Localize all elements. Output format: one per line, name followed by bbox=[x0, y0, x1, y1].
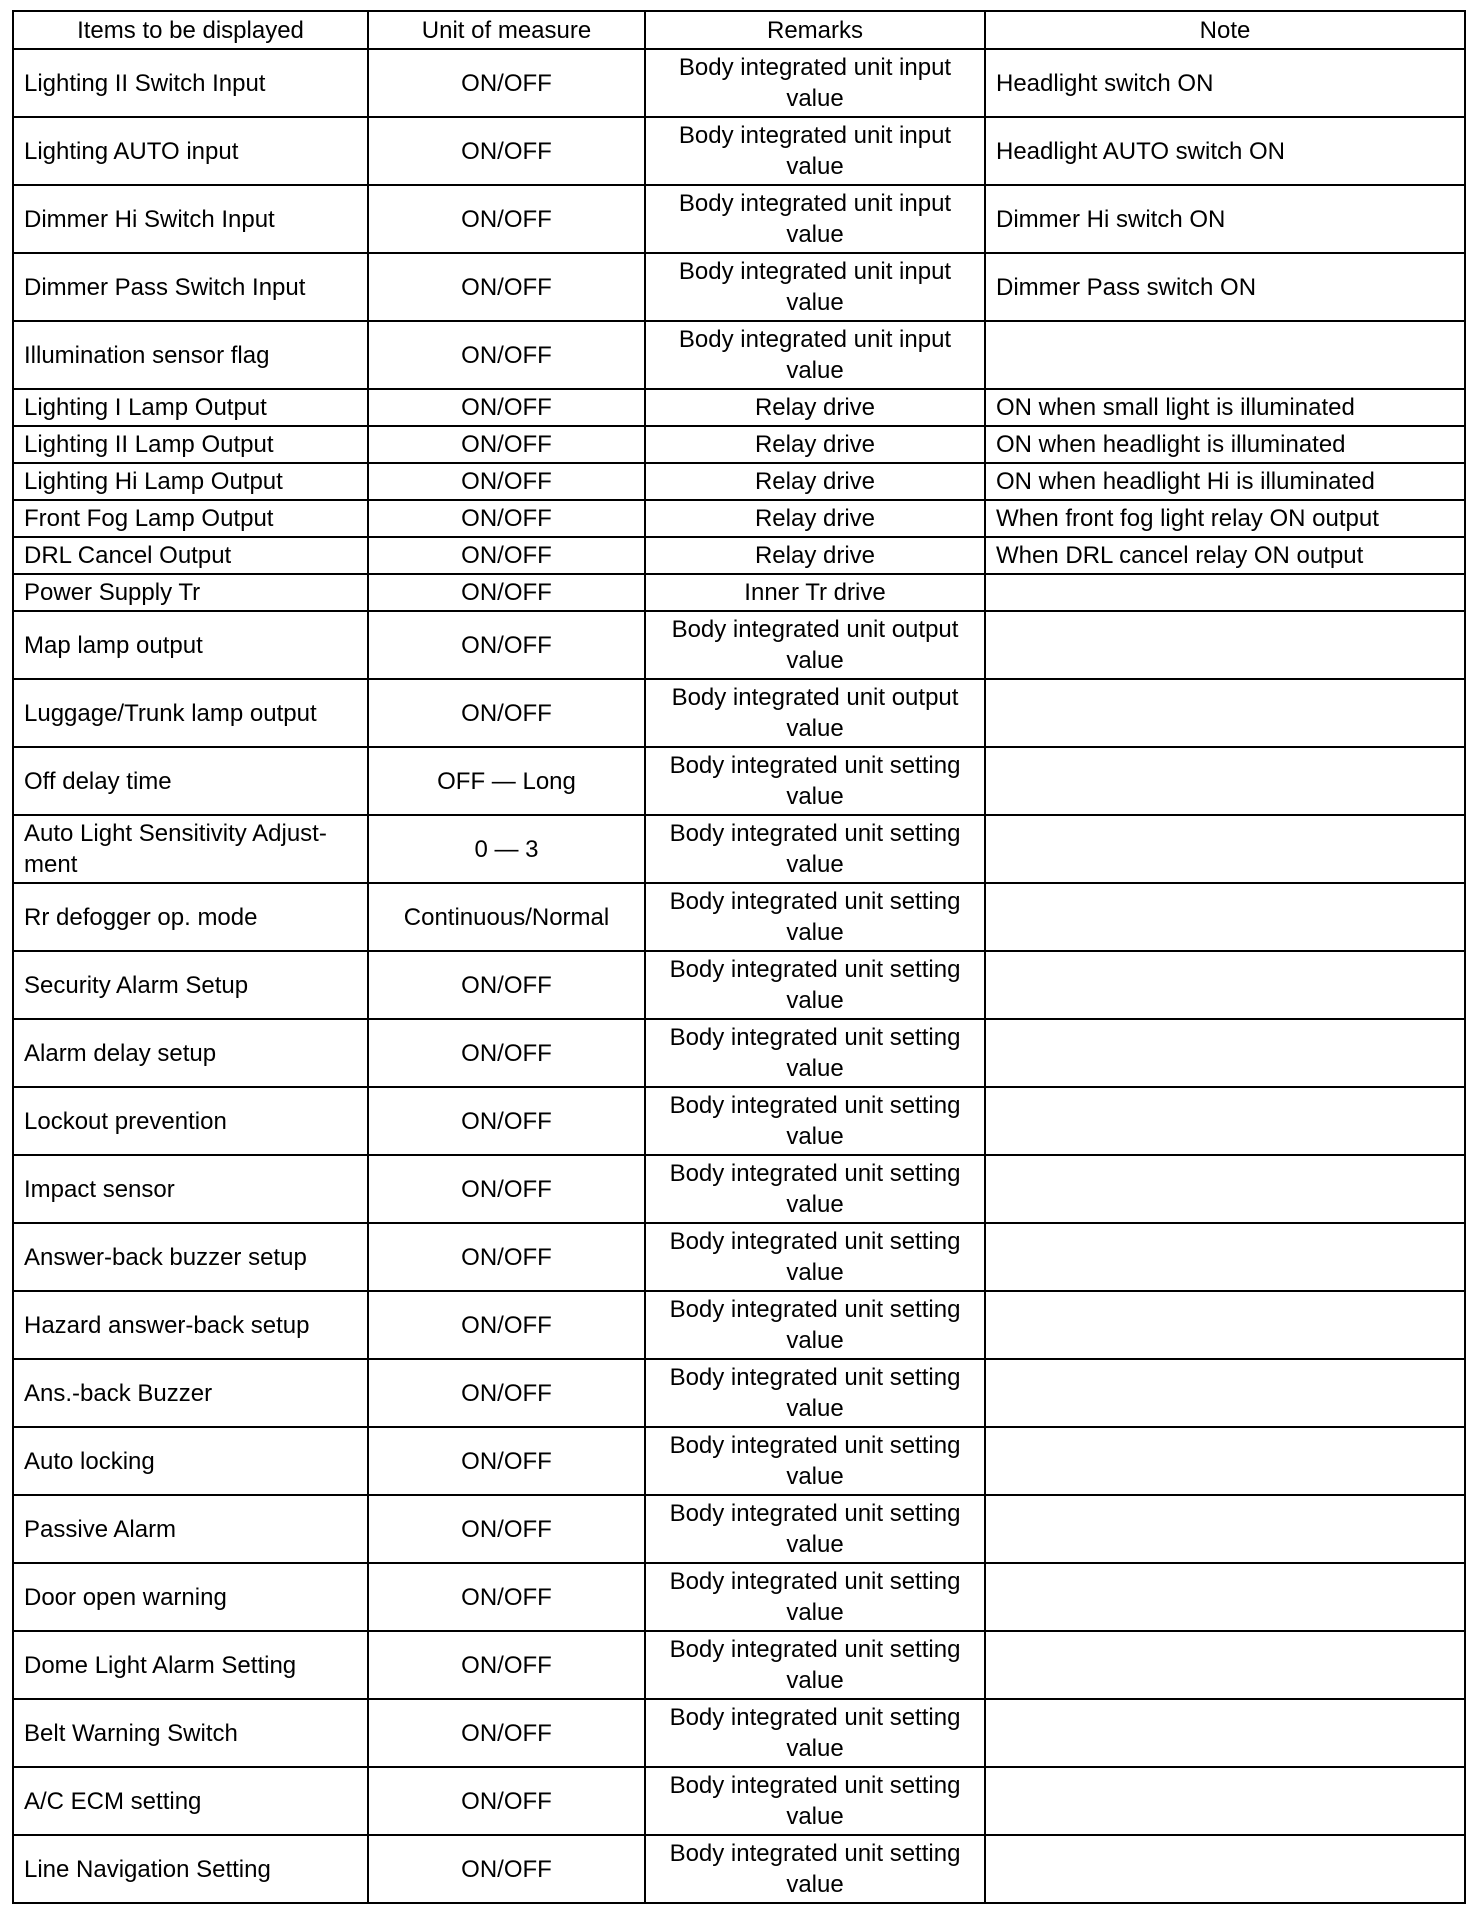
note-cell: When DRL cancel relay ON output bbox=[985, 537, 1465, 574]
unit-cell: OFF — Long bbox=[368, 747, 645, 815]
table-header-row bbox=[13, 11, 1465, 49]
note-cell bbox=[985, 574, 1465, 611]
table-row bbox=[13, 426, 1465, 463]
note-cell bbox=[985, 679, 1465, 747]
remarks-cell: Body integrated unit setting value bbox=[645, 747, 985, 815]
item-cell: Lighting II Switch Input bbox=[13, 49, 368, 117]
table-row bbox=[13, 463, 1465, 500]
table-row bbox=[13, 951, 1465, 1019]
item-cell: Lighting II Lamp Output bbox=[13, 426, 368, 463]
unit-cell: ON/OFF bbox=[368, 321, 645, 389]
note-cell bbox=[985, 747, 1465, 815]
unit-cell: ON/OFF bbox=[368, 574, 645, 611]
data-monitor-table bbox=[12, 10, 1466, 1904]
unit-cell: ON/OFF bbox=[368, 1631, 645, 1699]
remarks-cell: Body integrated unit setting value bbox=[645, 883, 985, 951]
table-row bbox=[13, 1359, 1465, 1427]
remarks-cell: Body integrated unit setting value bbox=[645, 1835, 985, 1903]
table-row bbox=[13, 537, 1465, 574]
remarks-cell: Body integrated unit setting value bbox=[645, 1087, 985, 1155]
note-cell bbox=[985, 1155, 1465, 1223]
note-cell bbox=[985, 611, 1465, 679]
remarks-cell: Body integrated unit setting value bbox=[645, 1563, 985, 1631]
item-cell: Lighting AUTO input bbox=[13, 117, 368, 185]
table-row bbox=[13, 611, 1465, 679]
unit-cell: ON/OFF bbox=[368, 951, 645, 1019]
unit-cell: ON/OFF bbox=[368, 1019, 645, 1087]
table-row bbox=[13, 1767, 1465, 1835]
table-row bbox=[13, 500, 1465, 537]
table-row bbox=[13, 185, 1465, 253]
unit-cell: ON/OFF bbox=[368, 426, 645, 463]
table-row bbox=[13, 1019, 1465, 1087]
unit-cell: ON/OFF bbox=[368, 500, 645, 537]
item-cell: Power Supply Tr bbox=[13, 574, 368, 611]
unit-cell: ON/OFF bbox=[368, 185, 645, 253]
item-cell: Off delay time bbox=[13, 747, 368, 815]
item-cell: Line Navigation Setting bbox=[13, 1835, 368, 1903]
remarks-cell: Body integrated unit setting value bbox=[645, 1631, 985, 1699]
item-cell: Impact sensor bbox=[13, 1155, 368, 1223]
note-cell bbox=[985, 951, 1465, 1019]
remarks-cell: Body integrated unit setting value bbox=[645, 1699, 985, 1767]
unit-cell: ON/OFF bbox=[368, 1767, 645, 1835]
table-row bbox=[13, 679, 1465, 747]
remarks-cell: Body integrated unit setting value bbox=[645, 951, 985, 1019]
table-row bbox=[13, 574, 1465, 611]
unit-cell: ON/OFF bbox=[368, 1087, 645, 1155]
unit-cell: ON/OFF bbox=[368, 1223, 645, 1291]
item-cell: Luggage/Trunk lamp output bbox=[13, 679, 368, 747]
document-page bbox=[12, 10, 1464, 1904]
table-row bbox=[13, 1631, 1465, 1699]
unit-cell: ON/OFF bbox=[368, 1563, 645, 1631]
remarks-cell: Inner Tr drive bbox=[645, 574, 985, 611]
remarks-cell: Body integrated unit setting value bbox=[645, 1427, 985, 1495]
item-cell: Auto locking bbox=[13, 1427, 368, 1495]
item-cell: Alarm delay setup bbox=[13, 1019, 368, 1087]
table-row bbox=[13, 1563, 1465, 1631]
remarks-cell: Relay drive bbox=[645, 426, 985, 463]
table-row bbox=[13, 1699, 1465, 1767]
item-cell: Door open warning bbox=[13, 1563, 368, 1631]
header-remarks: Remarks bbox=[645, 11, 985, 49]
header-items: Items to be displayed bbox=[13, 11, 368, 49]
unit-cell: ON/OFF bbox=[368, 1155, 645, 1223]
unit-cell: ON/OFF bbox=[368, 463, 645, 500]
note-cell: Headlight AUTO switch ON bbox=[985, 117, 1465, 185]
unit-cell: ON/OFF bbox=[368, 49, 645, 117]
item-cell: Ans.-back Buzzer bbox=[13, 1359, 368, 1427]
unit-cell: ON/OFF bbox=[368, 1495, 645, 1563]
unit-cell: ON/OFF bbox=[368, 1699, 645, 1767]
unit-cell: ON/OFF bbox=[368, 1427, 645, 1495]
unit-cell: ON/OFF bbox=[368, 679, 645, 747]
table-row bbox=[13, 1223, 1465, 1291]
note-cell bbox=[985, 1291, 1465, 1359]
item-cell: Passive Alarm bbox=[13, 1495, 368, 1563]
item-cell: Dome Light Alarm Setting bbox=[13, 1631, 368, 1699]
item-cell: Hazard answer-back setup bbox=[13, 1291, 368, 1359]
table-row bbox=[13, 815, 1465, 883]
remarks-cell: Body integrated unit setting value bbox=[645, 1495, 985, 1563]
item-cell: Lighting I Lamp Output bbox=[13, 389, 368, 426]
unit-cell: ON/OFF bbox=[368, 117, 645, 185]
remarks-cell: Body integrated unit setting value bbox=[645, 815, 985, 883]
item-cell: Map lamp output bbox=[13, 611, 368, 679]
item-cell: Answer-back buzzer setup bbox=[13, 1223, 368, 1291]
remarks-cell: Body integrated unit setting value bbox=[645, 1359, 985, 1427]
remarks-cell: Body integrated unit input value bbox=[645, 321, 985, 389]
note-cell bbox=[985, 1563, 1465, 1631]
note-cell bbox=[985, 321, 1465, 389]
remarks-cell: Body integrated unit setting value bbox=[645, 1767, 985, 1835]
note-cell: ON when headlight is illuminated bbox=[985, 426, 1465, 463]
remarks-cell: Relay drive bbox=[645, 463, 985, 500]
remarks-cell: Body integrated unit setting value bbox=[645, 1291, 985, 1359]
header-note: Note bbox=[985, 11, 1465, 49]
note-cell bbox=[985, 1087, 1465, 1155]
item-cell: Dimmer Pass Switch Input bbox=[13, 253, 368, 321]
table-row bbox=[13, 1155, 1465, 1223]
unit-cell: ON/OFF bbox=[368, 537, 645, 574]
note-cell bbox=[985, 1359, 1465, 1427]
item-cell: Dimmer Hi Switch Input bbox=[13, 185, 368, 253]
note-cell bbox=[985, 1631, 1465, 1699]
table-row bbox=[13, 117, 1465, 185]
table-body bbox=[13, 49, 1465, 1903]
note-cell bbox=[985, 1699, 1465, 1767]
table-row bbox=[13, 1427, 1465, 1495]
item-cell: Lockout prevention bbox=[13, 1087, 368, 1155]
remarks-cell: Relay drive bbox=[645, 537, 985, 574]
note-cell bbox=[985, 1495, 1465, 1563]
table-row bbox=[13, 1495, 1465, 1563]
item-cell: Lighting Hi Lamp Output bbox=[13, 463, 368, 500]
unit-cell: Continuous/Normal bbox=[368, 883, 645, 951]
item-cell: Front Fog Lamp Output bbox=[13, 500, 368, 537]
remarks-cell: Body integrated unit output value bbox=[645, 679, 985, 747]
remarks-cell: Relay drive bbox=[645, 500, 985, 537]
note-cell: ON when small light is illuminated bbox=[985, 389, 1465, 426]
unit-cell: ON/OFF bbox=[368, 1291, 645, 1359]
note-cell: Headlight switch ON bbox=[985, 49, 1465, 117]
note-cell: Dimmer Hi switch ON bbox=[985, 185, 1465, 253]
remarks-cell: Body integrated unit input value bbox=[645, 185, 985, 253]
remarks-cell: Body integrated unit input value bbox=[645, 49, 985, 117]
remarks-cell: Body integrated unit setting value bbox=[645, 1019, 985, 1087]
unit-cell: ON/OFF bbox=[368, 253, 645, 321]
note-cell bbox=[985, 1427, 1465, 1495]
table-row bbox=[13, 321, 1465, 389]
item-cell: Auto Light Sensitivity Adjust-ment bbox=[13, 815, 368, 883]
note-cell bbox=[985, 1019, 1465, 1087]
note-cell: When front fog light relay ON output bbox=[985, 500, 1465, 537]
item-cell: DRL Cancel Output bbox=[13, 537, 368, 574]
unit-cell: ON/OFF bbox=[368, 389, 645, 426]
table-row bbox=[13, 49, 1465, 117]
item-cell: Illumination sensor flag bbox=[13, 321, 368, 389]
note-cell bbox=[985, 883, 1465, 951]
unit-cell: ON/OFF bbox=[368, 611, 645, 679]
remarks-cell: Body integrated unit input value bbox=[645, 253, 985, 321]
unit-cell: ON/OFF bbox=[368, 1359, 645, 1427]
note-cell bbox=[985, 1767, 1465, 1835]
item-cell: A/C ECM setting bbox=[13, 1767, 368, 1835]
note-cell: ON when headlight Hi is illuminated bbox=[985, 463, 1465, 500]
item-cell: Security Alarm Setup bbox=[13, 951, 368, 1019]
note-cell bbox=[985, 1835, 1465, 1903]
remarks-cell: Relay drive bbox=[645, 389, 985, 426]
table-row bbox=[13, 747, 1465, 815]
unit-cell: ON/OFF bbox=[368, 1835, 645, 1903]
unit-cell: 0 — 3 bbox=[368, 815, 645, 883]
remarks-cell: Body integrated unit setting value bbox=[645, 1155, 985, 1223]
table-row bbox=[13, 883, 1465, 951]
remarks-cell: Body integrated unit setting value bbox=[645, 1223, 985, 1291]
table-row bbox=[13, 1087, 1465, 1155]
table-row bbox=[13, 389, 1465, 426]
item-cell: Belt Warning Switch bbox=[13, 1699, 368, 1767]
table-row bbox=[13, 1835, 1465, 1903]
note-cell bbox=[985, 1223, 1465, 1291]
note-cell: Dimmer Pass switch ON bbox=[985, 253, 1465, 321]
note-cell bbox=[985, 815, 1465, 883]
header-unit: Unit of measure bbox=[368, 11, 645, 49]
remarks-cell: Body integrated unit output value bbox=[645, 611, 985, 679]
table-row bbox=[13, 1291, 1465, 1359]
table-row bbox=[13, 253, 1465, 321]
item-cell: Rr defogger op. mode bbox=[13, 883, 368, 951]
remarks-cell: Body integrated unit input value bbox=[645, 117, 985, 185]
